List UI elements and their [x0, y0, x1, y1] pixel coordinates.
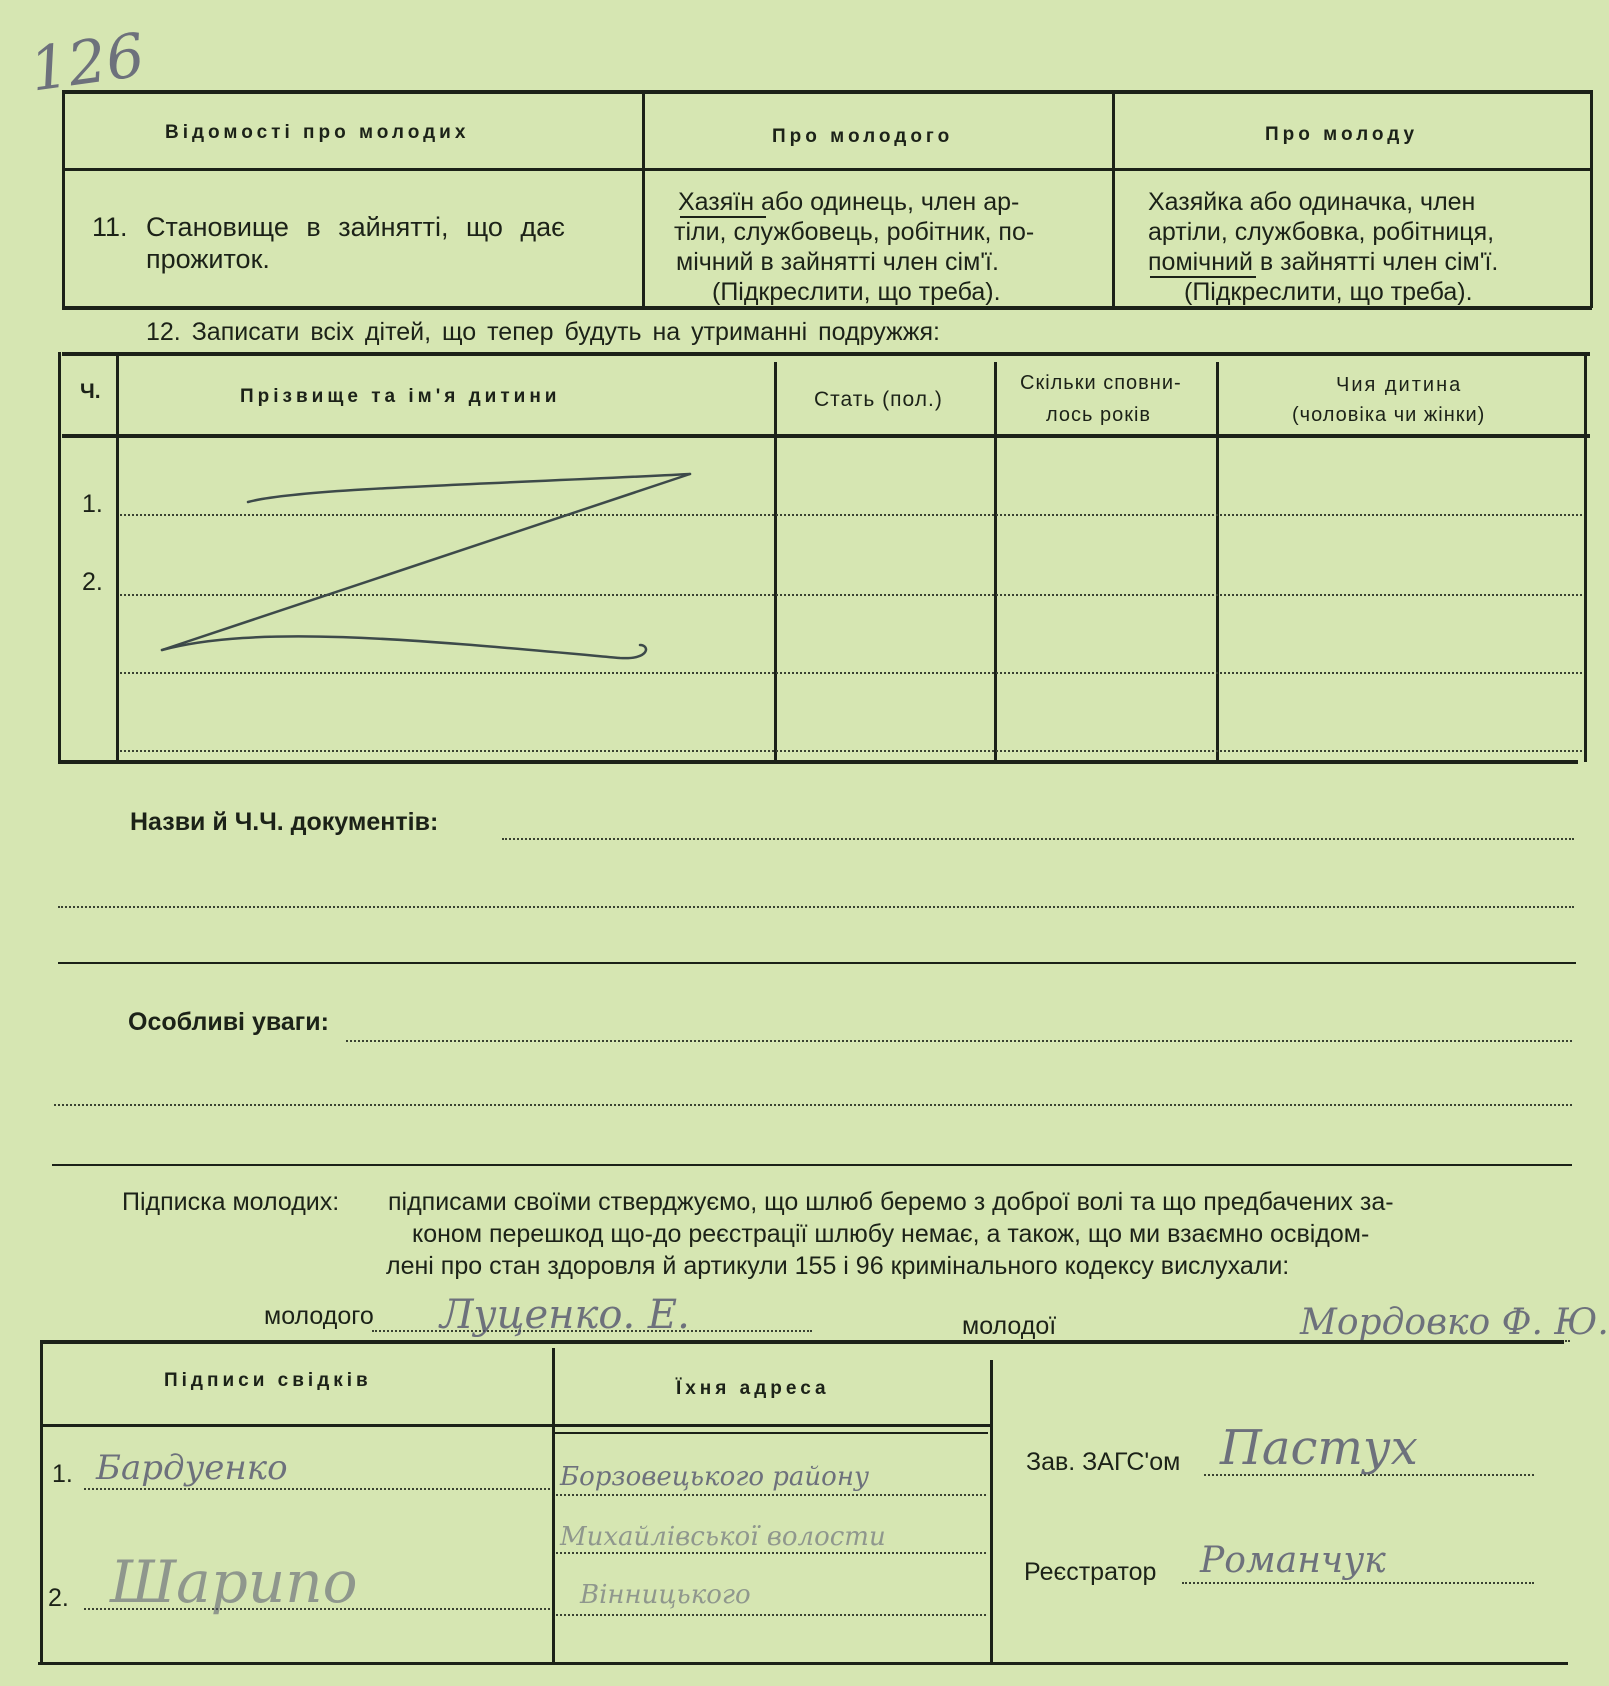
- bride-option-line: помічний в зайнятті член сім'ї.: [1148, 248, 1499, 276]
- q11-number: 11.: [92, 212, 128, 242]
- bride-option-line: Хазяйка або одиначка, член: [1148, 188, 1476, 216]
- groom-option-line: (Підкреслити, що треба).: [712, 278, 1001, 306]
- pledge-line: лені про стан здоровля й артикули 155 і 96 кримінального кодексу вислухали:: [386, 1252, 1290, 1280]
- bride-sign-label: молодої: [962, 1312, 1057, 1340]
- groom-option-line: мічний в зайнятті член сім'ї.: [676, 248, 999, 276]
- children-header-age-2: лось років: [1046, 404, 1152, 426]
- header-bride: Про молоду: [1265, 124, 1419, 145]
- children-header-sex: Стать (пол.): [814, 388, 943, 411]
- children-header-age-1: Скільки сповни-: [1020, 372, 1182, 394]
- child-row-number: 2.: [82, 568, 103, 596]
- groom-sign-label: молодого: [264, 1302, 374, 1330]
- bride-option-line: артіли, службовка, робітниця,: [1148, 218, 1495, 246]
- witness-address-line: Борзовецького району: [560, 1462, 870, 1492]
- bride-underline: [1150, 276, 1256, 278]
- q11-label-line2: прожиток.: [146, 244, 270, 274]
- registrar-signature: Романчук: [1200, 1540, 1386, 1581]
- pledge-line: коном перешкод що-до реєстрації шлюбу немає, а також, що ми взаємно освідом-: [412, 1220, 1370, 1248]
- witness-address-line: Вінницького: [580, 1580, 751, 1610]
- witness1-signature: Бардуенко: [96, 1448, 288, 1488]
- witness2-signature: Шарипо: [110, 1548, 358, 1616]
- head-signature: Пастух: [1220, 1420, 1418, 1476]
- documents-label: Назви й Ч.Ч. документів:: [130, 808, 439, 836]
- registrar-label: Реєстратор: [1024, 1558, 1157, 1586]
- children-header-whose-1: Чия дитина: [1336, 374, 1463, 396]
- head-label: Зав. ЗАГС'ом: [1026, 1448, 1181, 1476]
- header-groom: Про молодого: [772, 126, 954, 147]
- groom-underline: [680, 216, 766, 218]
- children-header-whose-2: (чоловіка чи жінки): [1292, 404, 1486, 426]
- page-number-handwritten: 126: [25, 20, 149, 106]
- pledge-line: підписами своїми стверджуємо, що шлюб беремо з доброї волі та що предбачених за-: [388, 1188, 1394, 1216]
- groom-signature: Луценко. Е.: [440, 1292, 690, 1338]
- groom-option-line: Хазяїн або одинець, член ар-: [678, 188, 1020, 216]
- pledge-label: Підписка молодих:: [122, 1188, 340, 1216]
- children-header-name: Прізвище та ім'я дитини: [240, 386, 561, 407]
- groom-option-line: тіли, службовець, робітник, по-: [674, 218, 1035, 246]
- child-row-number: 1.: [82, 490, 103, 518]
- children-header-num: Ч.: [80, 380, 101, 403]
- witness-header-address: Їхня адреса: [676, 1378, 830, 1399]
- bride-option-line: (Підкреслити, що треба).: [1184, 278, 1473, 306]
- witness-row-number: 1.: [52, 1460, 73, 1488]
- bride-signature: Мордовко Ф. Ю.: [1300, 1302, 1609, 1343]
- notes-label: Особливі уваги:: [128, 1008, 329, 1036]
- header-info: Відомості про молодих: [165, 122, 470, 143]
- witness-row-number: 2.: [48, 1584, 69, 1612]
- witness-address-line: Михайлівської волости: [560, 1522, 886, 1552]
- q12-label: 12. Записати всіх дітей, що тепер будуть на утриманні подружжя:: [146, 318, 940, 346]
- witness-header-signatures: Підписи свідків: [164, 1370, 372, 1391]
- q11-label-line1: Становище в зайнятті, що дає: [146, 212, 565, 242]
